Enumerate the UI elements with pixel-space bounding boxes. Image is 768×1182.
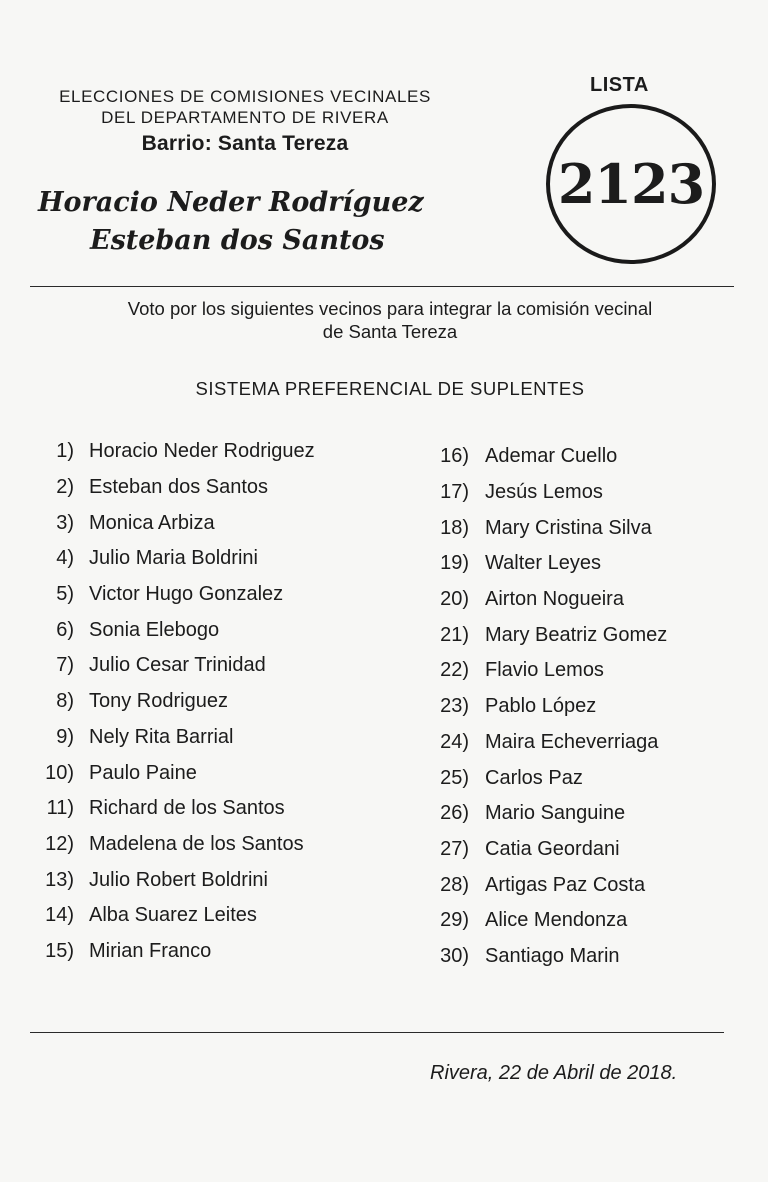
list-item-name: Richard de los Santos: [89, 797, 285, 820]
lista-badge: [546, 104, 716, 264]
list-item: [30, 898, 315, 934]
list-item: [420, 832, 667, 868]
list-item-number: 28): [440, 873, 469, 896]
list-item-number: 9): [56, 725, 74, 748]
list-item-number: 21): [440, 623, 469, 646]
list-item-name: Jesús Lemos: [485, 481, 603, 504]
list-item-name: Victor Hugo Gonzalez: [89, 583, 284, 606]
list-item-number: 19): [440, 552, 469, 575]
list-item: [420, 582, 667, 618]
top-divider: [30, 286, 734, 287]
list-item: [420, 653, 667, 689]
list-item-number: 23): [440, 695, 469, 718]
list-item-number: 5): [56, 583, 74, 606]
list-item: [420, 439, 667, 475]
list-item-number: 12): [45, 832, 74, 855]
list-item-number: 7): [56, 654, 74, 677]
list-item: [30, 612, 315, 648]
election-header: [30, 86, 460, 156]
list-item-name: Tony Rodriguez: [89, 690, 228, 713]
intro-line-2: de Santa Tereza: [322, 321, 458, 342]
list-item-number: 13): [45, 868, 74, 891]
candidate-1: Horacio Neder Rodríguez: [38, 187, 424, 218]
list-item-number: 3): [56, 511, 74, 534]
lista-label: LISTA: [590, 74, 649, 96]
bottom-divider: [30, 1032, 724, 1033]
candidate-2: Esteban dos Santos: [90, 225, 385, 256]
list-item-number: 22): [440, 659, 469, 682]
system-title: SISTEMA PREFERENCIAL DE SUPLENTES: [195, 378, 585, 399]
list-item-name: Julio Cesar Trinidad: [89, 654, 266, 677]
list-item-number: 26): [440, 802, 469, 825]
list-item-number: 27): [440, 837, 469, 860]
list-item-number: 1): [56, 440, 74, 463]
list-item-name: Airton Nogueira: [485, 588, 624, 611]
list-item-name: Horacio Neder Rodriguez: [89, 440, 315, 463]
list-item-number: 24): [440, 730, 469, 753]
list-item: [30, 470, 315, 506]
list-item-number: 16): [440, 445, 469, 468]
list-item: [420, 939, 667, 975]
list-item-number: 11): [46, 797, 74, 820]
list-item-name: Mary Cristina Silva: [485, 516, 652, 539]
list-item: [30, 934, 315, 970]
list-item-name: Flavio Lemos: [485, 659, 604, 682]
list-item-name: Alice Mendonza: [485, 909, 628, 932]
suplentes-list-left: [30, 434, 315, 969]
footer-date: Rivera, 22 de Abril de 2018.: [430, 1062, 678, 1084]
list-item-number: 4): [56, 547, 74, 570]
list-item-name: Mirian Franco: [89, 939, 212, 962]
list-item: [420, 510, 667, 546]
list-item: [420, 725, 667, 761]
list-item: [30, 791, 315, 827]
list-item-number: 17): [440, 481, 469, 504]
list-item-number: 10): [45, 761, 74, 784]
list-item-name: Pablo López: [485, 695, 597, 718]
list-item-name: Catia Geordani: [485, 837, 620, 860]
list-item-name: Mary Beatriz Gomez: [485, 623, 668, 646]
candidate-names: [38, 184, 438, 260]
list-item-name: Julio Robert Boldrini: [89, 868, 268, 891]
list-item: [30, 541, 315, 577]
list-item: [30, 505, 315, 541]
list-item: [30, 755, 315, 791]
list-item-name: Alba Suarez Leites: [89, 904, 257, 927]
list-item-number: 29): [440, 909, 469, 932]
list-item-name: Carlos Paz: [485, 766, 583, 789]
list-item-name: Julio Maria Boldrini: [89, 547, 258, 570]
list-item: [30, 684, 315, 720]
list-item-number: 18): [440, 516, 469, 539]
list-item-name: Artigas Paz Costa: [485, 873, 646, 896]
list-item-name: Walter Leyes: [485, 552, 601, 575]
list-item-name: Nely Rita Barrial: [89, 725, 234, 748]
list-item: [30, 862, 315, 898]
list-item: [30, 720, 315, 756]
list-item: [30, 827, 315, 863]
list-item-name: Santiago Marin: [485, 944, 620, 967]
list-item: [30, 577, 315, 613]
intro-line-1: Voto por los siguientes vecinos para integrar la comisión vecinal: [127, 298, 653, 319]
list-item-number: 14): [45, 904, 74, 927]
list-item-name: Esteban dos Santos: [89, 476, 269, 499]
intro-text: [60, 297, 720, 343]
list-item: [420, 903, 667, 939]
lista-number: 2123: [557, 152, 705, 216]
list-item-number: 15): [45, 939, 74, 962]
list-item: [420, 546, 667, 582]
list-item-number: 6): [56, 618, 74, 641]
list-item-name: Sonia Elebogo: [89, 618, 220, 641]
list-item: [420, 617, 667, 653]
list-item: [30, 648, 315, 684]
list-item: [420, 867, 667, 903]
list-item-number: 25): [440, 766, 469, 789]
header-line-2: DEL DEPARTAMENTO DE RIVERA: [101, 108, 389, 127]
list-item-name: Ademar Cuello: [485, 445, 618, 468]
list-item-number: 20): [440, 588, 469, 611]
list-item-number: 30): [440, 944, 469, 967]
list-item-name: Mario Sanguine: [485, 802, 626, 825]
list-item-name: Paulo Paine: [89, 761, 197, 784]
list-item: [420, 796, 667, 832]
list-item-number: 2): [56, 476, 74, 499]
list-item: [420, 760, 667, 796]
list-item-name: Monica Arbiza: [89, 511, 215, 534]
list-item: [420, 475, 667, 511]
list-item-number: 8): [56, 690, 74, 713]
barrio-title: Barrio: Santa Tereza: [141, 132, 349, 155]
list-item: [30, 434, 315, 470]
suplentes-list-right: [420, 439, 667, 974]
list-item-name: Maira Echeverriaga: [485, 730, 659, 753]
header-line-1: ELECCIONES DE COMISIONES VECINALES: [59, 87, 431, 106]
list-item-name: Madelena de los Santos: [89, 832, 304, 855]
list-item: [420, 689, 667, 725]
